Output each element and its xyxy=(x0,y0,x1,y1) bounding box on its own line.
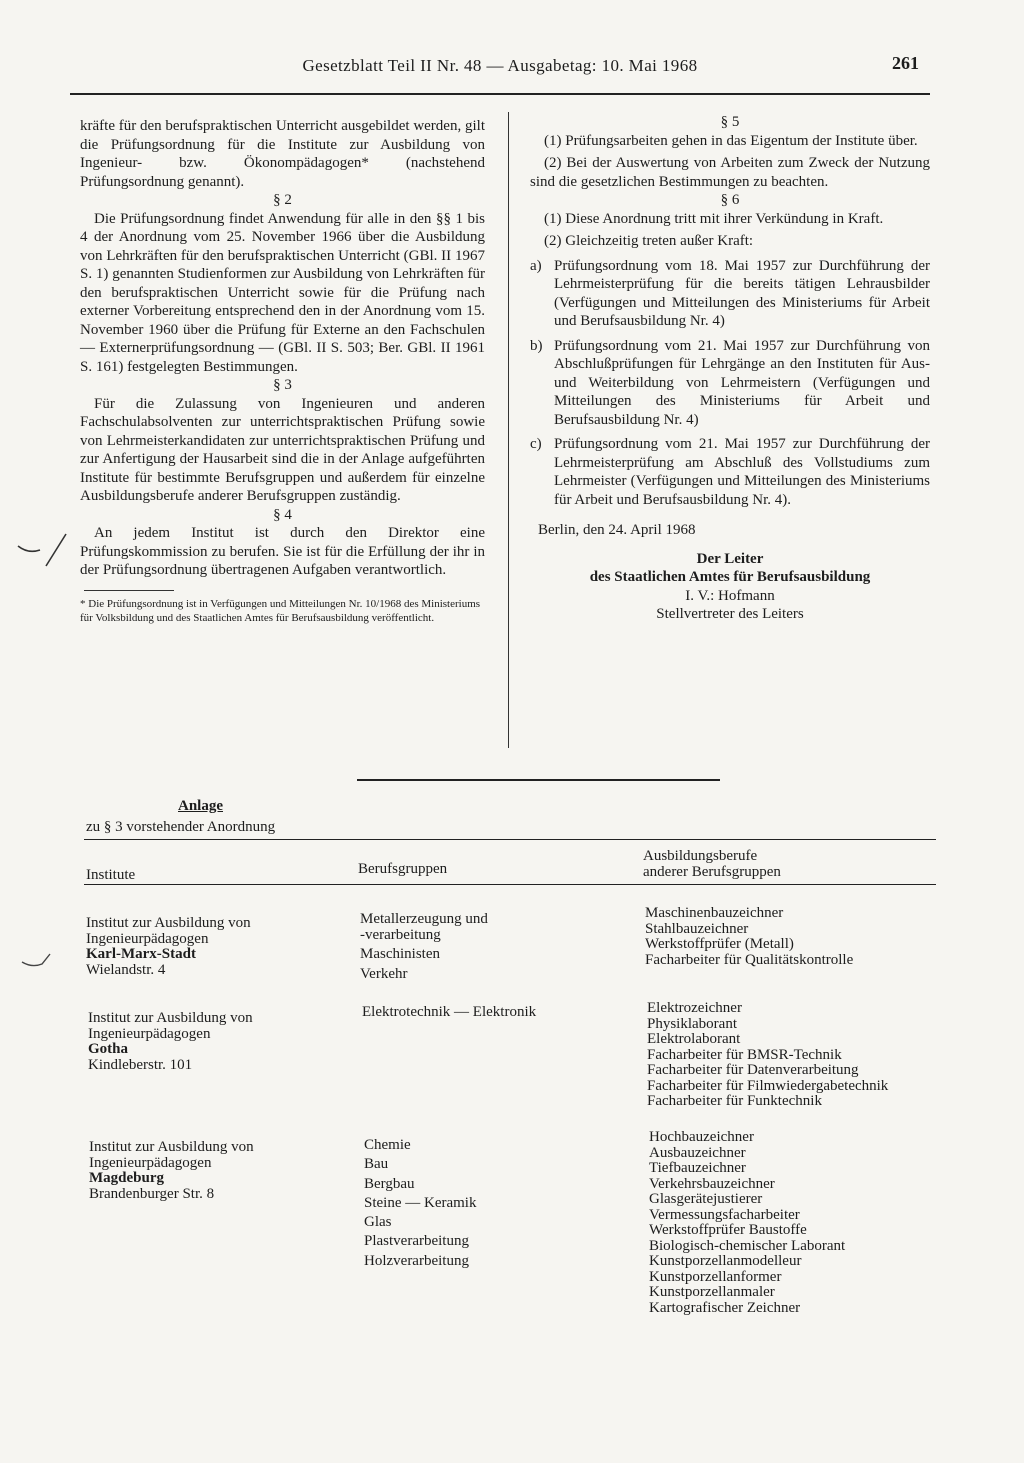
page-number: 261 xyxy=(892,53,919,73)
institute-address: Kindleberstr. 101 xyxy=(88,1056,193,1073)
table-row-1-institute xyxy=(86,916,251,978)
anlage-subtitle: zu § 3 vorstehender Anordnung xyxy=(86,819,276,835)
list-item: Kunstporzellanformer xyxy=(649,1268,782,1285)
list-item: Verkehr xyxy=(360,965,408,982)
header-title: Gesetzblatt Teil II Nr. 48 — Ausgabetag: 10. Mai 1968 xyxy=(302,56,698,75)
section-6-heading: § 6 xyxy=(720,192,740,208)
table-row-3-berufsgruppen xyxy=(364,1136,476,1271)
intro-paragraph: kräfte für den berufspraktischen Unterricht ausgebildet werden, gilt die Prüfungsordnung für die Institute zur Ausbildung von Ingenieur- bzw. Ökonompädagogen* (nachstehend Prüfungsordnung genannt). xyxy=(80,118,485,190)
institute-line: Institut zur Ausbildung von xyxy=(89,1139,254,1155)
list-item: Glas xyxy=(364,1214,392,1231)
section-4-text: An jedem Institut ist durch den Direktor eine Prüfungskommission zu berufen. Sie ist für die Erfüllung der ihr in der Prüfungsordnung übertragenen Aufgaben verantwortlich. xyxy=(80,525,485,578)
item-text: Prüfungsordnung vom 21. Mai 1957 zur Durchführung von Abschlußprüfungen für Lehrgänge an den Instituten für Aus- und Weiterbildung von Lehrmeistern (Verfügungen und Mitteilungen des Ministeriums für Arbeit und Berufsausbildung Nr. 4) xyxy=(554,337,930,428)
signer-title-1: Der Leiter xyxy=(696,550,764,567)
table-rule-top xyxy=(84,839,936,840)
institute-line: Ingenieurpädagogen xyxy=(86,930,209,947)
institute-line: Institut zur Ausbildung von xyxy=(88,1010,253,1026)
repeal-item-b xyxy=(530,337,930,430)
section-2-heading: § 2 xyxy=(273,192,292,208)
list-item: Elektrotechnik — Elektronik xyxy=(362,1004,537,1020)
list-item: -verarbeitung xyxy=(360,926,441,943)
list-item: Facharbeiter für Datenverarbeitung xyxy=(647,1062,859,1078)
handwritten-margin-mark xyxy=(18,950,58,978)
section-3-heading: § 3 xyxy=(273,377,292,393)
institute-city: Magdeburg xyxy=(89,1170,164,1186)
item-label: a) xyxy=(530,257,542,274)
table-row-1-ausbildungsberufe xyxy=(645,906,853,968)
list-item: Maschinenbauzeichner xyxy=(645,905,784,921)
institute-address: Wielandstr. 4 xyxy=(86,961,166,978)
list-item: Chemie xyxy=(364,1137,411,1153)
place-date: Berlin, den 24. April 1968 xyxy=(538,522,696,538)
header-berufsgruppen: Berufsgruppen xyxy=(358,861,448,877)
list-item: Biologisch-chemischer Laborant xyxy=(649,1237,846,1254)
table-row-1-berufsgruppen xyxy=(360,912,488,982)
institute-city: Gotha xyxy=(88,1041,129,1057)
signer-name: I. V.: Hofmann xyxy=(685,587,775,604)
table-rule-header xyxy=(84,884,936,885)
list-item: Vermessungsfacharbeiter xyxy=(649,1206,800,1223)
list-item: Kunstporzellanmodelleur xyxy=(649,1253,802,1269)
list-item: Verkehrsbauzeichner xyxy=(649,1175,775,1192)
institute-address: Brandenburger Str. 8 xyxy=(89,1185,215,1202)
list-item: Kartografischer Zeichner xyxy=(649,1299,801,1316)
section-6-paragraph-2: (2) Gleichzeitig treten außer Kraft: xyxy=(544,233,754,249)
item-label: c) xyxy=(530,436,542,452)
signer-role: Stellvertreter des Leiters xyxy=(656,606,804,622)
anlage-title: Anlage xyxy=(178,798,223,814)
section-6-paragraph-1: (1) Diese Anordnung tritt mit ihrer Verkündung in Kraft. xyxy=(544,210,884,227)
list-item: Kunstporzellanmaler xyxy=(649,1284,775,1300)
left-column xyxy=(80,117,485,625)
list-item: Holzverarbeitung xyxy=(364,1252,469,1269)
list-item: Stahlbauzeichner xyxy=(645,920,749,937)
list-item: Bau xyxy=(364,1156,389,1173)
section-5-paragraph-2: (2) Bei der Auswertung von Arbeiten zum Zweck der Nutzung sind die gesetzlichen Bestimmungen zu beachten. xyxy=(530,155,930,190)
repeal-item-a xyxy=(530,257,930,331)
header-rule xyxy=(70,93,930,95)
section-5-paragraph-1: (1) Prüfungsarbeiten gehen in das Eigentum der Institute über. xyxy=(544,132,918,149)
header-ausbildungsberufe-line-2: anderer Berufsgruppen xyxy=(643,864,781,880)
table-row-2-ausbildungsberufe xyxy=(647,1001,888,1110)
list-item: Steine — Keramik xyxy=(364,1194,477,1211)
header-institute: Institute xyxy=(86,867,136,883)
header-ausbildungsberufe xyxy=(643,848,781,880)
footnote: * Die Prüfungsordnung ist in Verfügungen und Mitteilungen Nr. 10/1968 des Ministeriums für Volksbildung und des Staatlichen Amtes für Berufsausbildung veröffentlicht. xyxy=(80,597,481,624)
right-column xyxy=(530,113,930,624)
list-item: Metallerzeugung und xyxy=(360,911,488,927)
section-4-heading: § 4 xyxy=(273,506,292,523)
institute-line: Ingenieurpädagogen xyxy=(88,1025,211,1042)
list-item: Hochbauzeichner xyxy=(649,1129,754,1145)
item-label: b) xyxy=(530,337,543,354)
list-item: Ausbauzeichner xyxy=(649,1144,746,1161)
list-item: Tiefbauzeichner xyxy=(649,1160,746,1176)
list-item: Elektrolaborant xyxy=(647,1031,741,1047)
section-5-heading: § 5 xyxy=(720,114,740,130)
table-row-2-institute xyxy=(88,1011,253,1073)
header-ausbildungsberufe-line-1: Ausbildungsberufe xyxy=(643,848,758,864)
signer-title-2: des Staatlichen Amtes für Berufsausbildung xyxy=(589,569,871,585)
list-item: Plastverarbeitung xyxy=(364,1233,469,1250)
institute-line: Ingenieurpädagogen xyxy=(89,1154,212,1171)
table-row-3-institute xyxy=(89,1140,254,1202)
section-3-text: Für die Zulassung von Ingenieuren und anderen Fachschulabsolventen zur unterrichtspraktischen Prüfung sowie von Lehrmeisterkandidaten zur unterrichtspraktischen Prüfung und zur Anfertigung der Hausarbeit sind die in der Anlage aufgeführten Institute für bestimmte Berufsgruppen und außerdem für einzelne Ausbildungsberufe anderer Berufsgruppen zuständig. xyxy=(80,395,485,504)
list-item: Facharbeiter für Filmwiedergabetechnik xyxy=(647,1077,889,1094)
section-2-text: Die Prüfungsordnung findet Anwendung für alle in den §§ 1 bis 4 der Anordnung vom 25. November 1966 über die Ausbildung von Lehrkräften für den berufspraktischen Unterricht (GBl. II 1967 S. 1) genannten Studienformen zur Ausbildung von Lehrkräften für den berufspraktischen Unterricht sowie für die Prüfung nach externer Vorbereitung entsprechend den in der Anordnung vom 15. November 1960 über die Prüfung für Externe an den Fachschulen — Externerprüfungsordnung — (GBl. II S. 503; Ber. GBl. II 1961 S. 161) festgelegten Bestimmungen. xyxy=(80,210,485,375)
list-item: Glasgerätejustierer xyxy=(649,1191,763,1207)
repeal-item-c xyxy=(530,435,930,509)
list-item: Maschinisten xyxy=(360,946,440,962)
institute-line: Institut zur Ausbildung von xyxy=(86,915,251,931)
list-item: Werkstoffprüfer (Metall) xyxy=(645,936,794,952)
list-item: Physiklaborant xyxy=(647,1015,737,1032)
footnote-rule xyxy=(84,590,174,591)
list-item: Werkstoffprüfer Baustoffe xyxy=(649,1222,807,1238)
list-item: Elektrozeichner xyxy=(647,1000,742,1016)
list-item: Bergbau xyxy=(364,1175,415,1192)
table-row-2-berufsgruppen xyxy=(362,1005,536,1021)
section-rule xyxy=(357,779,720,781)
list-item: Facharbeiter für Qualitätskontrolle xyxy=(645,951,854,968)
list-item: Facharbeiter für BMSR-Technik xyxy=(647,1046,842,1063)
item-text: Prüfungsordnung vom 18. Mai 1957 zur Durchführung der Lehrmeisterprüfung für die bereits tätigen Lehrausbilder (Verfügungen und Mitteilungen des Ministeriums für Arbeit und Berufsausbildung Nr. 4) xyxy=(554,257,930,329)
table-row-3-ausbildungsberufe xyxy=(649,1130,845,1316)
item-text: Prüfungsordnung vom 21. Mai 1957 zur Durchführung der Lehrmeisterprüfung am Abschluß des Vollstudiums zum Lehrmeister (Verfügungen und Mitteilungen des Ministeriums für Arbeit und Berufsausbildung Nr. 4). xyxy=(554,436,930,508)
institute-city: Karl-Marx-Stadt xyxy=(86,946,196,962)
handwritten-margin-mark xyxy=(14,528,74,578)
list-item: Facharbeiter für Funktechnik xyxy=(647,1093,822,1109)
column-divider xyxy=(508,112,509,748)
